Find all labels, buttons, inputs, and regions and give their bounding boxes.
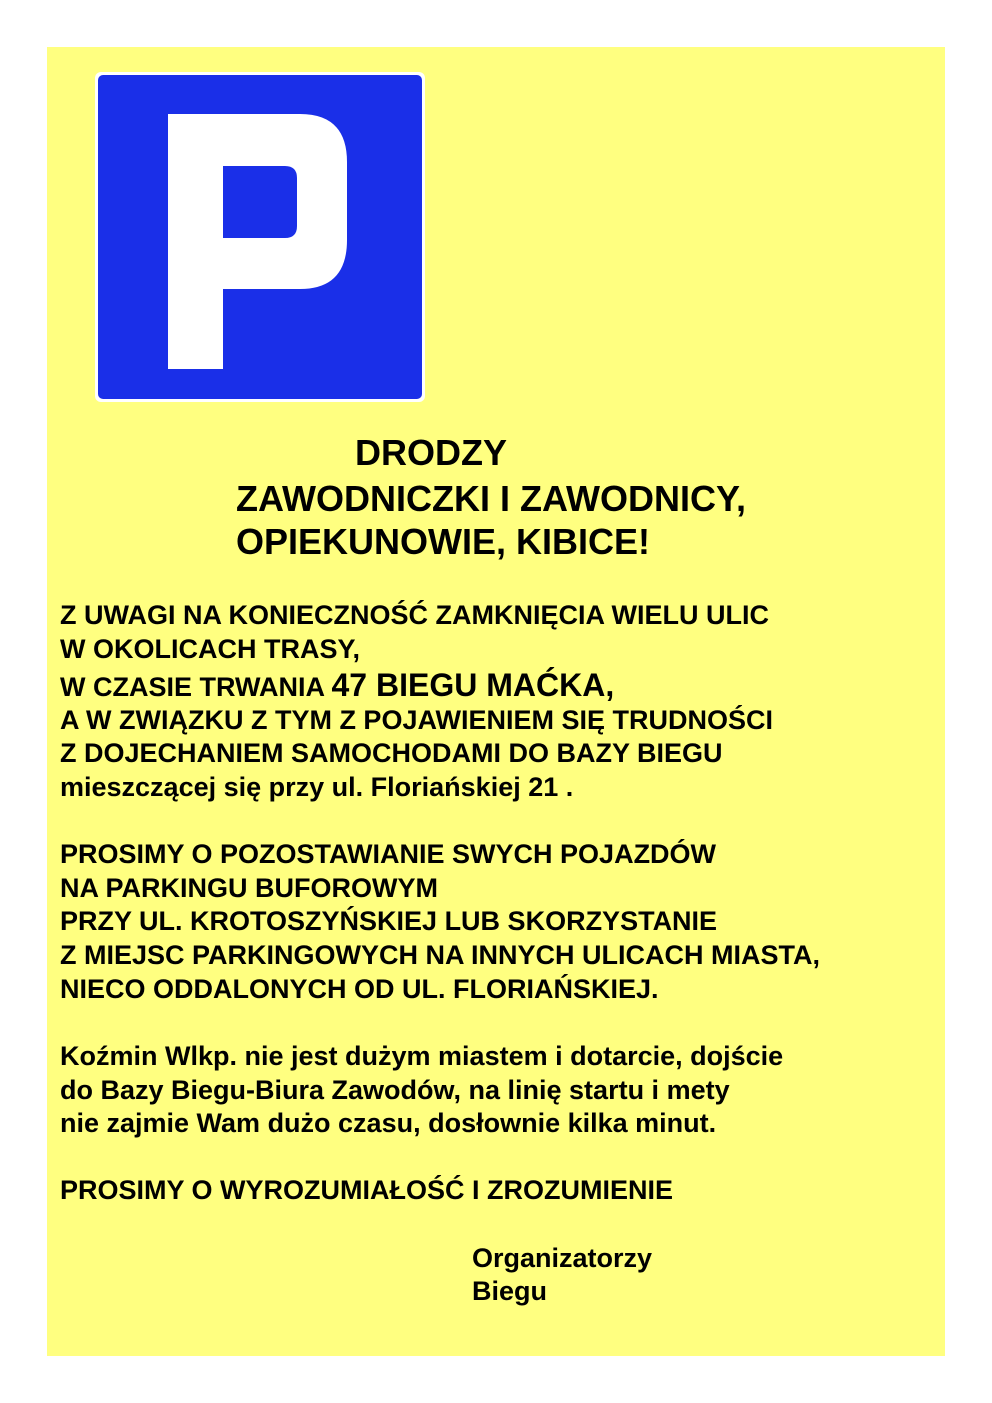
paragraph2-line1: PROSIMY O POZOSTAWIANIE SWYCH POJAZDÓW bbox=[60, 839, 717, 869]
paragraph3-line1: Koźmin Wlkp. nie jest dużym miastem i dotarcie, dojście bbox=[60, 1041, 784, 1071]
paragraph2-line2: NA PARKINGU BUFOROWYM bbox=[60, 873, 438, 903]
signature-line-1: Organizatorzy bbox=[472, 1243, 653, 1273]
signature-line-2: Biegu bbox=[472, 1276, 548, 1306]
heading-line-3: OPIEKUNOWIE, KIBICE! bbox=[236, 521, 651, 562]
paragraph2-line5: NIECO ODDALONYCH OD UL. FLORIAŃSKIEJ. bbox=[60, 974, 659, 1004]
paragraph1-line5: Z DOJECHANIEM SAMOCHODAMI DO BAZY BIEGU bbox=[60, 738, 723, 768]
paragraph3-line2: do Bazy Biegu-Biura Zawodów, na linię startu i mety bbox=[60, 1075, 730, 1105]
heading-line-1: DRODZY bbox=[355, 432, 507, 473]
parking-sign-icon bbox=[95, 72, 425, 402]
paragraph4-line1: PROSIMY O WYROZUMIAŁOŚĆ I ZROZUMIENIE bbox=[60, 1175, 674, 1205]
paragraph1-line1: Z UWAGI NA KONIECZNOŚĆ ZAMKNIĘCIA WIELU ULIC bbox=[60, 600, 769, 630]
paragraph1-line2: W OKOLICACH TRASY, bbox=[60, 634, 360, 664]
paragraph1-line6: mieszczącej się przy ul. Floriańskiej 21 . bbox=[60, 772, 574, 802]
paragraph2-line4: Z MIEJSC PARKINGOWYCH NA INNYCH ULICACH MIASTA, bbox=[60, 940, 820, 970]
paragraph1-line3-prefix: W CZASIE TRWANIA bbox=[60, 672, 332, 702]
race-name: 47 BIEGU MAĆKA, bbox=[331, 667, 615, 703]
paragraph3-line3: nie zajmie Wam dużo czasu, dosłownie kilka minut. bbox=[60, 1108, 717, 1138]
paragraph1-line4: A W ZWIĄZKU Z TYM Z POJAWIENIEM SIĘ TRUDNOŚCI bbox=[60, 705, 773, 735]
paragraph1-line3 bbox=[60, 668, 614, 704]
heading-line-2: ZAWODNICZKI I ZAWODNICY, bbox=[236, 478, 746, 519]
notice-page bbox=[47, 47, 945, 1356]
paragraph2-line3: PRZY UL. KROTOSZYŃSKIEJ LUB SKORZYSTANIE bbox=[60, 906, 718, 936]
